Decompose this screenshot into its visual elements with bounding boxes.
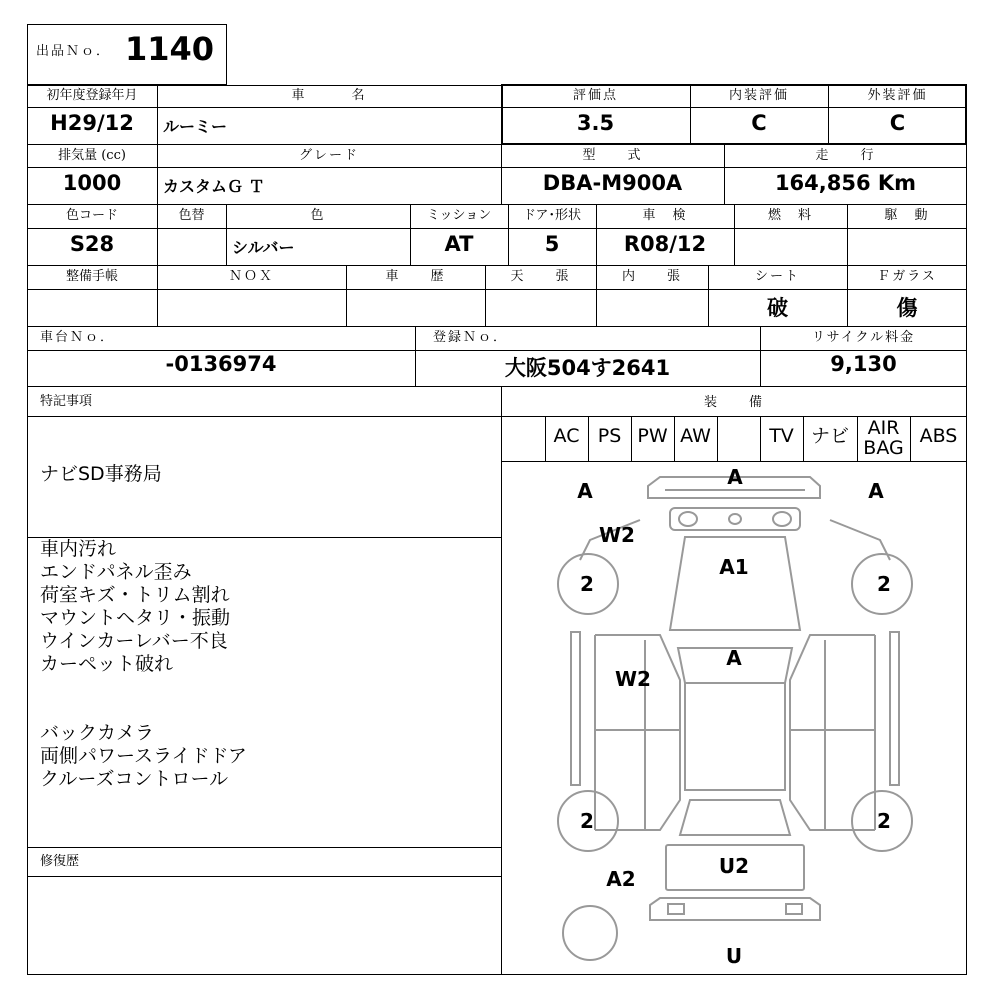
interior-value: C — [751, 111, 767, 135]
chassis-label: 車台Ｎｏ． — [40, 330, 116, 345]
notes-block-2: 車内汚れ エンドパネル歪み 荷室キズ・トリム割れ マウントヘタリ・振動 ウインカーレバー不良 カーペット破れ — [40, 538, 231, 675]
color-label: 色 — [310, 208, 326, 223]
equipment-item-ps: PS — [597, 425, 622, 447]
diag-front-right-corner: A — [868, 479, 884, 503]
mileage-value: 164,856 Km — [774, 171, 917, 195]
transmission-label: ミッション — [426, 208, 492, 223]
diag-tire-front-right: 2 — [877, 572, 891, 596]
first-reg-label: 初年度登録年月 — [46, 88, 138, 103]
diag-tire-rear-left: 2 — [580, 809, 594, 833]
lot-number-label: 出品Ｎｏ． — [36, 44, 112, 59]
equipment-item-ac: AC — [553, 425, 580, 447]
roof-lining-label: 天 張 — [510, 269, 571, 284]
inspection-value: R08/12 — [623, 232, 707, 256]
repair-history-label: 修復歴 — [40, 854, 80, 869]
grade-label: グレード — [298, 148, 359, 163]
exterior-label: 外装評価 — [867, 88, 928, 103]
notes-block-3: バックカメラ 両側パワースライドドア クルーズコントロール — [40, 722, 247, 790]
diag-front-left-corner: A — [577, 479, 593, 503]
front-glass-label: Ｆガラス — [877, 269, 937, 284]
color-change-label: 色替 — [178, 208, 205, 223]
nox-label: ＮＯＸ — [228, 269, 274, 284]
equipment-item-pw: PW — [637, 425, 668, 447]
diag-left-side-glass: W2 — [615, 667, 651, 691]
equipment-item-navi: ナビ — [810, 425, 849, 447]
color-code-label: 色コード — [65, 208, 118, 223]
front-glass-value: 傷 — [896, 296, 918, 320]
seat-label: シート — [754, 269, 800, 284]
car-name-label: 車 名 — [291, 88, 367, 103]
diag-rear-panel: A2 — [606, 867, 636, 891]
interior-lining-label: 内 張 — [621, 269, 682, 284]
mileage-label: 走 行 — [815, 148, 876, 163]
diag-tailgate: U2 — [718, 854, 750, 878]
diag-tire-front-left: 2 — [580, 572, 594, 596]
inspection-label: 車 検 — [642, 208, 688, 223]
score-value: 3.5 — [576, 111, 615, 135]
diag-roof: A — [726, 646, 742, 670]
diag-tire-rear-right: 2 — [877, 809, 891, 833]
equipment-item-airbag: AIR BAG — [863, 417, 904, 459]
equipment-item-abs: ABS — [919, 425, 958, 447]
registration-label: 登録Ｎｏ． — [433, 330, 509, 345]
displacement-value: 1000 — [62, 171, 122, 195]
model-label: 型 式 — [582, 148, 643, 163]
doors-value: 5 — [544, 232, 560, 256]
equipment-item-aw: AW — [680, 425, 711, 447]
seat-value: 破 — [767, 296, 788, 320]
diag-rear-bumper: U — [725, 944, 743, 968]
history-label: 車 歴 — [385, 269, 446, 284]
fuel-label: 燃 料 — [767, 208, 813, 223]
score-label: 評価点 — [572, 88, 618, 103]
grade-value: カスタムＧ Ｔ — [163, 177, 265, 196]
recycle-label: リサイクル料金 — [811, 330, 916, 345]
registration-value: 大阪504す2641 — [504, 356, 671, 380]
diag-windshield-left: W2 — [599, 523, 635, 547]
lot-number-value: 1140 — [125, 30, 215, 68]
chassis-value: -0136974 — [165, 352, 277, 376]
drive-label: 駆 動 — [884, 208, 930, 223]
diag-front-bumper: A — [727, 465, 743, 489]
displacement-label: 排気量 (cc) — [58, 148, 126, 163]
interior-label: 内装評価 — [728, 88, 789, 103]
first-reg-value: H29/12 — [50, 111, 134, 135]
service-book-label: 整備手帳 — [65, 269, 118, 284]
color-value: シルバー — [232, 238, 295, 257]
equipment-label: 装 備 — [703, 395, 764, 410]
transmission-value: AT — [444, 232, 474, 256]
doors-label: ドア･形状 — [522, 208, 582, 223]
equipment-item-tv: TV — [769, 425, 794, 447]
car-name-value: ルーミー — [163, 117, 228, 136]
notes-label: 特記事項 — [40, 394, 93, 409]
color-code-value: S28 — [69, 232, 115, 256]
notes-line-1: ナビSD事務局 — [40, 463, 162, 485]
diag-hood: A1 — [719, 555, 749, 579]
model-value: DBA-M900A — [542, 171, 683, 195]
recycle-value: 9,130 — [830, 352, 897, 376]
exterior-value: C — [889, 111, 906, 135]
